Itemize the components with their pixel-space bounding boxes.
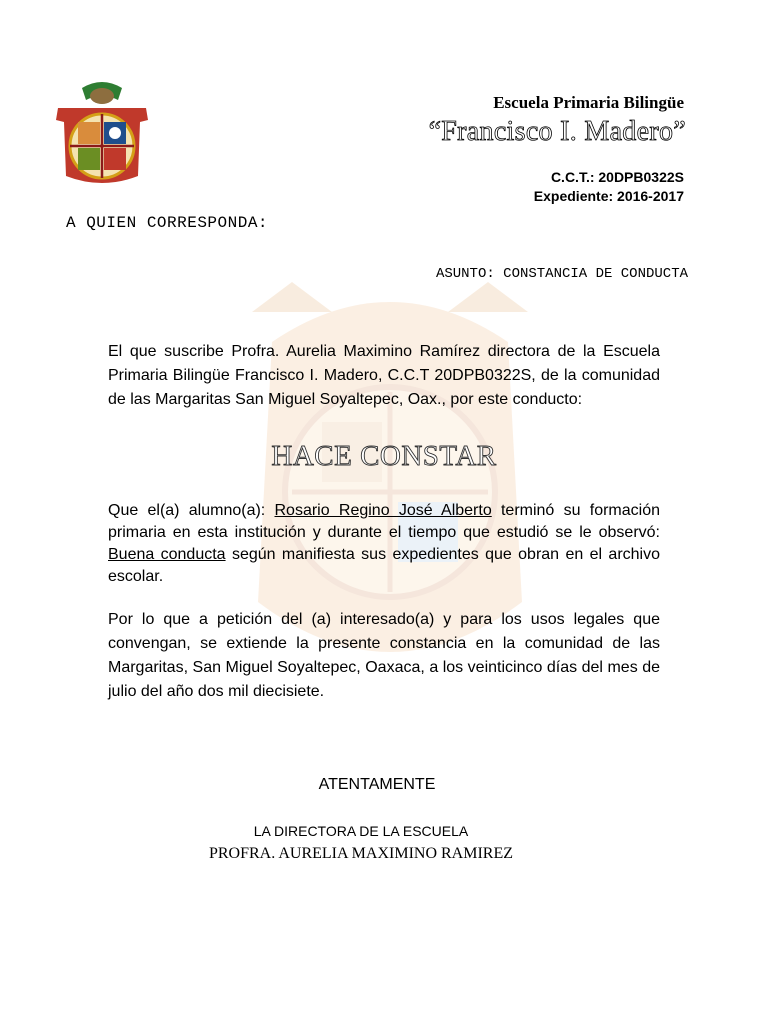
conduct-rating: Buena conducta	[108, 546, 226, 563]
p2-text-3: según manifiesta sus expedientes que obran en el archivo escolar.	[108, 546, 661, 585]
expediente: Expediente: 2016-2017	[533, 188, 684, 204]
signer-name	[0, 845, 768, 863]
cct-code: C.C.T.: 20DPB0322S	[550, 169, 684, 185]
signer-role	[0, 823, 768, 839]
greeting: A QUIEN CORRESPONDA:	[66, 214, 269, 232]
p2-text-2: terminó su formación primaria en esta institución y durante el tiempo que estudió se le observó:	[108, 502, 660, 541]
school-name: Escuela Primaria Bilingüe	[493, 93, 684, 112]
intro-paragraph: El que suscribe Profra. Aurelia Maximino Ramírez directora de la Escuela Primaria Bilingüe Francisco I. Madero, C.C.T 20DPB0322S, de la comunidad de las Margaritas San Miguel Soyaltepec, Oax., por este conducto:	[108, 343, 660, 408]
salutation-text: ATENTAMENTE	[318, 776, 436, 793]
student-name: Rosario Regino José Alberto	[274, 502, 492, 519]
salutation	[0, 776, 768, 794]
closing-paragraph: Por lo que a petición del (a) interesado(a) y para los usos legales que convengan, se extiende la presente constancia en la comunidad de las Margaritas, San Miguel Soyaltepec, Oaxaca, a los veinticinco días del mes de julio del año dos mil diecisiete.	[108, 611, 660, 700]
signer-role-text: LA DIRECTORA DE LA ESCUELA	[253, 823, 469, 839]
hace-constar-heading: HACE CONSTAR	[271, 440, 497, 472]
signer-name-text: PROFRA. AURELIA MAXIMINO RAMIREZ	[208, 845, 514, 862]
school-motto: “Francisco I. Madero”	[428, 116, 686, 147]
p2-text-1: Que el(a) alumno(a):	[108, 502, 275, 519]
oaxaca-coat-of-arms-icon	[52, 78, 152, 190]
certification-paragraph	[108, 500, 660, 588]
subject-line: ASUNTO: CONSTANCIA DE CONDUCTA	[435, 266, 688, 282]
